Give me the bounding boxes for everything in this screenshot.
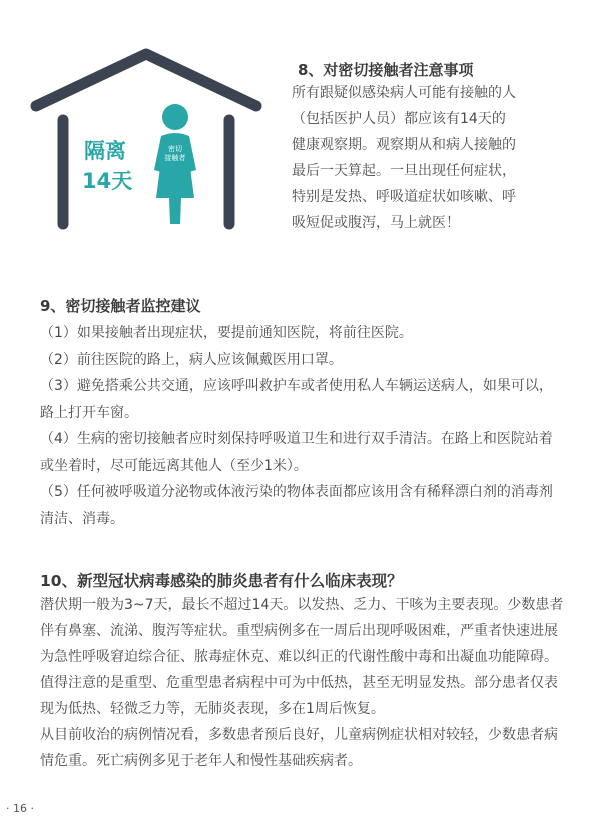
section-9-title: 9、密切接触者监控建议	[40, 297, 201, 315]
house-roof-icon	[36, 54, 256, 106]
list-item: （2）前往医院的路上，病人应该佩戴医用口罩。	[40, 351, 343, 368]
section-8-line: 最后一天算起。一旦出现任何症状，	[292, 163, 516, 179]
quarantine-house-illustration	[30, 48, 262, 253]
paragraph: 从目前收治的病例情况看，多数患者预后良好，儿童病例症状相对较轻，少数患者病情危重。死亡病例多见于老年人和慢性基础疾病者。	[40, 727, 558, 769]
list-item: （4）生病的密切接触者应时刻保持呼吸道卫生和进行双手清洁。在路上和医院站着或坐着时，尽可能远离其他人（至少1米）。	[40, 431, 553, 474]
list-item: （1）如果接触者出现症状，要提前通知医院，将前往医院。	[40, 325, 413, 341]
section-8-title: 8、对密切接触者注意事项	[298, 61, 474, 79]
quarantine-label-line2: 14天	[82, 169, 133, 193]
section-9-list	[40, 320, 565, 532]
section-8-line: （包括医护人员）都应该有14天的	[292, 111, 506, 127]
section-8-line: 吸短促或腹泻，马上就医！	[292, 215, 460, 231]
section-10-body	[40, 592, 565, 774]
list-item: （3）避免搭乘公共交通，应该呼叫救护车或者使用私人车辆运送病人，如果可以，路上打开车窗。	[40, 378, 553, 421]
list-item: （5）任何被呼吸道分泌物或体液污染的物体表面都应该用含有稀释漂白剂的消毒剂清洁、消毒。	[40, 484, 553, 527]
paragraph: 潜伏期一般为3~7天，最长不超过14天。以发热、乏力、干咳为主要表现。少数患者伴有鼻塞、流涕、腹泻等症状。重型病例多在一周后出现呼吸困难，严重者快速进展为急性呼吸窘迫综合征、脓毒症休克、难以纠正的代谢性酸中毒和出凝血功能障碍。值得注意的是重型、危重型患者病程中可为中低热，甚至无明显发热。部分患者仅表现为低热、轻微乏力等，无肺炎表现，多在1周后恢复。	[40, 597, 564, 717]
section-8-line: 健康观察期。观察期从和病人接触的	[292, 137, 516, 153]
badge-line1: 密切	[168, 145, 182, 153]
badge-line2: 接触者	[164, 154, 186, 162]
section-8-line: 特别是发热、呼吸道症状如咳嗽、呼	[292, 189, 516, 205]
person-icon	[154, 104, 196, 224]
section-8-line: 所有跟疑似感染病人可能有接触的人	[292, 85, 516, 101]
section-10-title: 10、新型冠状病毒感染的肺炎患者有什么临床表现？	[40, 572, 403, 590]
page-number: · 16 ·	[6, 802, 34, 815]
section-8-body	[292, 80, 560, 236]
quarantine-label-line1: 隔离	[84, 139, 126, 163]
